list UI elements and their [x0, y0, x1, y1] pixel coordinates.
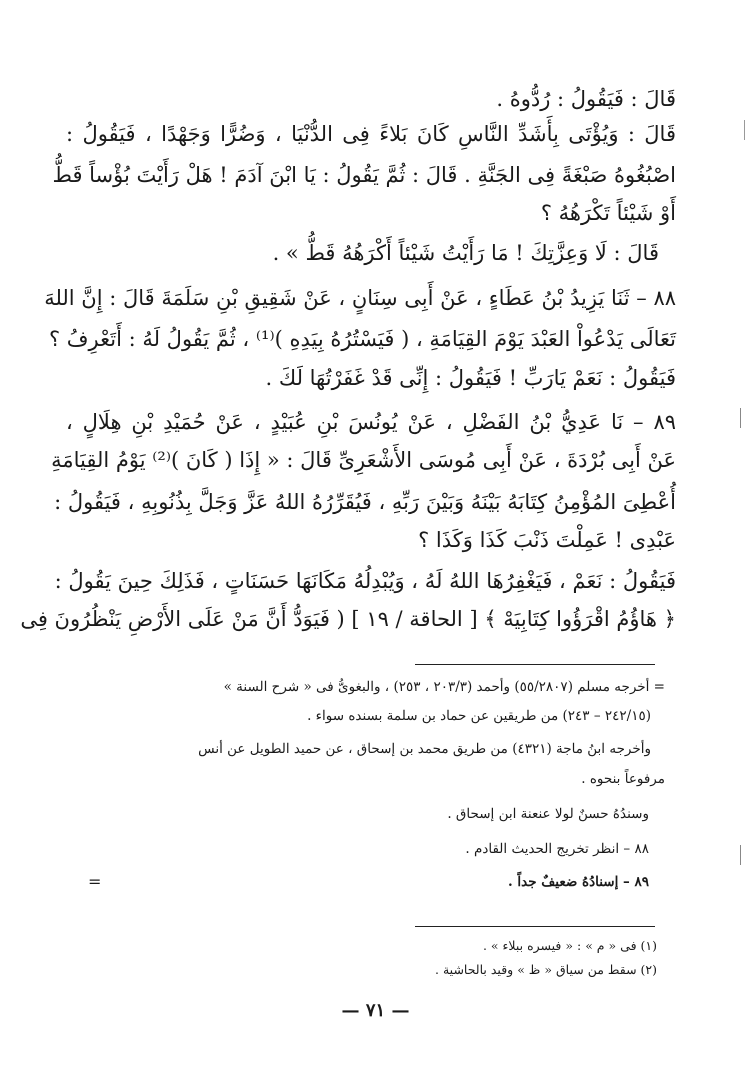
hadith-89-line-2: عَنْ أَبِى بُرْدَةَ ، عَنْ أَبِى مُوسَى الأَشْعَرِىِّ قَالَ : « إِذَا ( كَانَ )⁽²⁾ يَوْمُ القِيَامَةِ [51, 448, 676, 472]
body-line-1: قَالَ : فَيَقُولُ : رُدُّوهُ . [496, 87, 676, 111]
note-line-6: ٨٨ – انظر تخريج الحديث القادم . [465, 841, 649, 857]
body-line-3: اصْبُغُوهُ صَبْغَةً فِى الجَنَّةِ . قَالَ : ثُمَّ يَقُولُ : يَا ابْنَ آدَمَ ! هَلْ رَأَيْتَ بُؤْساً قَطُّ [52, 163, 676, 187]
hadith-89-line-5: فَيَقُولُ : نَعَمْ ، فَيَغْفِرُهَا اللهُ لَهُ ، وَيُبْدِلُهُ مَكَانَهَا حَسَنَاتٍ ، فَذَلِكَ حِينَ يَقُولُ : [54, 569, 676, 593]
footnote-1: (١) فى « م » : « فيسره ببلاء » . [482, 938, 657, 953]
margin-tick [744, 120, 749, 140]
hadith-89-line-1: ٨٩ – نَا عَدِيُّ بْنُ الفَضْلِ ، عَنْ يُونُسَ بْنِ عُبَيْدٍ ، عَنْ حُمَيْدِ بْنِ هِلَالٍ ، [66, 410, 676, 434]
notes-separator [415, 664, 655, 665]
note-line-1: = أخرجه مسلم (٥٥/٢٨٠٧) وأحمد (٢٠٣/٣ ، ٢٥٣) ، والبغوىُّ فى « شرح السنة » [223, 679, 665, 695]
hadith-89-line-4: عَبْدِى ! عَمِلْتَ ذَنْبَ كَذَا وَكَذَا ؟ [418, 528, 676, 552]
body-line-4: أَوْ شَيْئاً تَكْرَهُهُ ؟ [540, 201, 676, 225]
hadith-89-line-6: ﴿ هَاؤُمُ اقْرَؤُوا كِتَابِيَهْ ﴾ [ الحاقة / ١٩ ] ( فَيَوَدُّ أَنَّ مَنْ عَلَى الأَرْضِ يَنْظُرُونَ فِى [20, 607, 676, 631]
margin-equals-mark: = [88, 872, 102, 891]
footnote-2: (٢) سقط من سياق « ظ » وقيد بالحاشية . [435, 962, 657, 977]
body-line-5: قَالَ : لَا وَعِزَّتِكَ ! مَا رَأَيْتُ شَيْئاً أَكْرَهُهُ قَطُّ » . [272, 241, 659, 265]
margin-tick [740, 408, 744, 428]
note-line-2: (٢٤٢/١٥ – ٢٤٣) من طريقين عن حماد بن سلمة بسنده سواء . [307, 708, 651, 724]
hadith-89-line-3: أُعْطِىَ المُؤْمِنُ كِتَابَهُ بَيْنَهُ وَبَيْنَ رَبِّهِ ، فَيُقَرِّرُهُ اللهُ عَزَّ وَجَلَّ بِذُنُوبِهِ ، فَيَقُولُ : [54, 490, 676, 514]
margin-tick [740, 845, 744, 865]
hadith-88-line-3: فَيَقُولُ : نَعَمْ يَارَبِّ ! فَيَقُولُ : إِنِّى قَدْ غَفَرْتُهَا لَكَ . [265, 366, 676, 390]
note-line-4: مرفوعاً بنحوه . [581, 771, 665, 787]
page-number: — ٧١ — [341, 1000, 410, 1021]
footnotes-separator [415, 926, 655, 927]
hadith-88-line-1: ٨٨ – ثَنَا يَزِيدُ بْنُ عَطَاءٍ ، عَنْ أَبِى سِنَانٍ ، عَنْ شَقِيقِ بْنِ سَلَمَةَ قَالَ : إِنَّ اللهَ [44, 286, 676, 310]
note-line-3: وأخرجه ابنُ ماجة (٤٣٢١) من طريق محمد بن إسحاق ، عن حميد الطويل عن أنس [198, 741, 651, 757]
hadith-88-line-2: تَعَالَى يَدْعُواْ العَبْدَ يَوْمَ القِيَامَةِ ، ( فَيَسْتُرُهُ بِيَدِهِ )⁽¹⁾ ، ثُمَّ يَقُولُ لَهُ : أَتَعْرِفُ ؟ [48, 327, 676, 351]
note-line-5: وسندُهُ حسنٌ لولا عنعنة ابن إسحاق . [447, 806, 649, 822]
note-line-7: ٨٩ – إسنادُهُ ضعيفٌ جداً . [507, 874, 649, 890]
body-line-2: قَالَ : وَيُؤْتَى بِأَشَدِّ النَّاسِ كَانَ بَلاءً فِى الدُّنْيَا ، وَضُرًّا وَجَهْدًا ، فَيَقُولُ : [66, 122, 676, 146]
